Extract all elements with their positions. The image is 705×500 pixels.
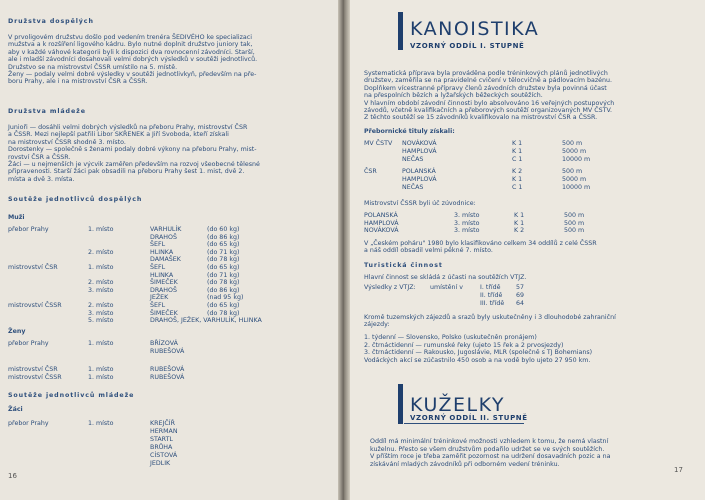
vtjz-class: II. třídě <box>480 292 503 299</box>
result-name: RUBEŠOVÁ <box>150 348 185 355</box>
result-weight: (do 78 kg) <box>207 279 240 287</box>
paragraph-line: zájezdy: <box>364 321 390 329</box>
paragraph-line: Doplňkem vícestranné přípravy členů závodních družstev byla povinná účast <box>364 84 607 92</box>
result-name: BŘÍZOVÁ <box>150 340 178 347</box>
vtjz-class: III. třídě <box>480 300 505 307</box>
result-name: RUBEŠOVÁ <box>150 374 185 381</box>
result-place: 3. místo <box>88 286 114 294</box>
title-name: POLANSKÁ <box>402 168 436 175</box>
title-distance: 500 m <box>562 140 583 147</box>
cssr-place: 3. místo <box>454 212 480 219</box>
result-name: HLINKA <box>150 271 174 279</box>
paragraph-line: Kromě tuzemských zájezdů a srazů byly uskutečněny i 3 dlouhodobé zahraniční <box>364 314 616 321</box>
paragraph-line: získávání mladých závodníků při odborném vedení tréninku. <box>370 460 560 468</box>
section-title: KUŽELKY <box>410 394 506 416</box>
result-name: BRŮHA <box>150 444 173 451</box>
cssr-distance: 500 m <box>564 212 585 219</box>
result-place: 2. místo <box>88 248 114 256</box>
title-boat: C 1 <box>512 184 523 191</box>
result-weight: (do 71 kg) <box>207 271 240 279</box>
subsection-heading: Turistická činnost <box>364 262 443 269</box>
title-distance: 10000 m <box>562 156 591 163</box>
cssr-name: POLANSKÁ <box>364 212 398 219</box>
cssr-boat: K 1 <box>514 212 525 219</box>
page-number: 16 <box>8 472 17 480</box>
result-name: VARHULÍK <box>150 226 182 233</box>
result-event: přebor Prahy <box>8 226 49 233</box>
result-name: ŠEFL <box>150 302 166 309</box>
result-name: DAMAŠEK <box>150 256 181 264</box>
title-distance: 10000 m <box>562 184 591 191</box>
paragraph-line: mužstva a k rozšíření ligového kádru. Bylo nutné doplnit družstvo juniory tak, <box>8 41 253 49</box>
result-place: 1. místo <box>88 340 114 347</box>
result-name: ŠIMEČEK <box>150 309 178 317</box>
paragraph-line: Oddíl má minimální tréninkové možnosti vzhledem k tomu, že nemá vlastní <box>370 438 609 445</box>
subsection-heading: Mistrovství ČSSR byli úč zúvodnice: <box>364 200 476 207</box>
result-event: přebor Prahy <box>8 420 49 427</box>
result-name: ŠEFL <box>150 241 166 249</box>
result-name: KREJČÍŘ <box>150 420 175 427</box>
result-weight: (nad 95 kg) <box>207 294 244 302</box>
paragraph-line: Dorostenky — společně s ženami podaly dobré výkony na přeboru Prahy, mist- <box>8 146 257 154</box>
vtjz-value: 64 <box>516 300 525 307</box>
result-place: 3. místo <box>88 309 114 317</box>
result-name: CÍSTOVÁ <box>150 452 178 459</box>
result-name: DRAHOŠ <box>150 286 177 294</box>
result-weight: (do 78 kg) <box>207 256 240 264</box>
result-place: 1. místo <box>88 374 114 381</box>
title-boat: K 2 <box>512 168 523 175</box>
vtjz-value: 69 <box>516 292 525 299</box>
title-org: ČSR <box>364 168 377 175</box>
result-weight: (do 86 kg) <box>207 233 240 241</box>
paragraph-line: závodů, včetně kvalifikačních a přeborových soutěží organizovaných MV ČSTV. <box>364 107 612 114</box>
result-weight: (do 65 kg) <box>207 264 240 271</box>
result-name: DRAHOŠ, JEŽEK, VARHULÍK, HLINKA <box>150 317 262 325</box>
title-boat: K 1 <box>512 140 523 147</box>
result-name: ŠEFL <box>150 264 166 271</box>
paragraph-line: Družstvo se na mistrovství ČSSR umístilo na 5. místě. <box>8 63 178 71</box>
result-name: HERMAN <box>150 428 178 435</box>
trip-line: 3. čtrnáctidenní — Rakousko, Jugoslávie, MLR (společně s TJ Bohemians) <box>364 349 593 357</box>
result-place: 1. místo <box>88 226 114 233</box>
result-event: mistrovství ČSSR <box>8 302 62 309</box>
paragraph-line: a ČSSR. Mezi nejlepší patřili Libor SKŘENEK a Jiří Svoboda, kteří získali <box>8 131 229 139</box>
result-name: STARTL <box>150 436 173 443</box>
result-weight: (do 78 kg) <box>207 309 240 317</box>
title-accent-bar <box>398 384 403 424</box>
right-page <box>348 0 705 500</box>
result-place: 2. místo <box>88 302 114 309</box>
cssr-place: 3. místo <box>454 227 480 235</box>
result-weight: (do 65 kg) <box>207 241 240 249</box>
paragraph-line: Žáci — u nejmenších je výcvik zaměřen především na rozvoj všeobecné tělesné <box>8 161 260 168</box>
paragraph-line: Ženy — podaly velmi dobré výsledky v soutěži jednotlivkyň, především na pře- <box>8 71 257 78</box>
title-underline <box>404 423 524 424</box>
left-page <box>0 0 340 500</box>
title-boat: K 1 <box>512 176 523 183</box>
result-event: mistrovství ČSR <box>8 366 58 373</box>
section-heading: Soutěže jednotlivců dospělých <box>8 196 143 203</box>
cssr-distance: 500 m <box>564 227 585 235</box>
section-heading: Družstva mládeže <box>8 108 86 115</box>
result-name: HLINKA <box>150 248 174 256</box>
title-boat: C 1 <box>512 156 523 163</box>
title-name: HAMPLOVÁ <box>402 176 437 183</box>
result-place: 2. místo <box>88 279 114 287</box>
title-accent-bar <box>398 12 403 50</box>
category-label: Muži <box>8 214 25 221</box>
cssr-distance: 500 m <box>564 219 585 227</box>
cssr-name: HAMPLOVÁ <box>364 219 399 227</box>
paragraph-line: V hlavním období závodní činnosti bylo absolvováno 16 veřejných postupových <box>364 99 615 107</box>
paragraph-line: ale i mladší závodníci dosahovali velmi dobrých výsledků v soutěži jednotlivců. <box>8 56 258 64</box>
page-number: 17 <box>674 466 683 474</box>
paragraph-line: rovství ČSR a ČSSR. <box>8 153 71 161</box>
result-event: mistrovství ČSSR <box>8 374 62 381</box>
paragraph-line: Junioři — dosáhli velmi dobrých výsledků na přeboru Prahy, mistrovství ČSR <box>8 124 248 131</box>
title-name: NEČAS <box>402 156 424 163</box>
result-place: 5. místo <box>88 317 114 325</box>
paragraph-line: Hlavní činnost se skládá z účasti na soutěžích VTJZ. <box>364 274 527 281</box>
result-name: RUBEŠOVÁ <box>150 366 185 373</box>
result-name: ŠIMEČEK <box>150 279 178 287</box>
result-name: JEDLIK <box>150 460 171 467</box>
paragraph-line: V „Českém poháru" 1980 bylo klasifikováno celkem 34 oddílů z celé ČSSR <box>364 240 597 247</box>
title-name: NOVÁKOVÁ <box>402 140 437 147</box>
book-gutter <box>338 0 350 500</box>
paragraph-line: Z těchto soutěží se 15 závodníků kvalifikovalo na mistrovství ČSR a ČSSR. <box>364 114 598 122</box>
trip-line: 2. čtrnáctidenní — rumunské řeky (ujeto 15 řek a 2 prvosjezdy) <box>364 341 564 349</box>
paragraph-line: na přespolních bězích a lyžařských běžeckých soutěžích. <box>364 92 543 100</box>
vtjz-sublabel: umístění v <box>430 284 463 291</box>
paragraph-line: V prvoligovém družstvu došlo pod vedením trenéra ŠEDIVÉHO ke specializaci <box>8 34 253 41</box>
vtjz-class: I. třídě <box>480 284 501 291</box>
result-event: mistrovství ČSR <box>8 264 58 271</box>
title-distance: 5000 m <box>562 148 587 155</box>
result-weight: (do 71 kg) <box>207 248 240 256</box>
paragraph-line: a náš oddíl obsadil velmi pěkné 7. místo. <box>364 247 493 255</box>
section-heading: Družstva dospělých <box>8 18 94 25</box>
vtjz-value: 57 <box>516 284 525 291</box>
title-distance: 5000 m <box>562 176 587 183</box>
title-boat: K 1 <box>512 148 523 155</box>
section-subtitle: VZORNÝ ODDÍL II. STUPNĚ <box>410 414 528 422</box>
result-place: 1. místo <box>88 420 114 427</box>
result-place: 1. místo <box>88 264 114 271</box>
cssr-name: NOVÁKOVÁ <box>364 227 399 235</box>
subsection-heading: Přebornické tituly získali: <box>364 128 455 135</box>
result-place: 1. místo <box>88 366 114 373</box>
cssr-boat: K 2 <box>514 227 525 235</box>
result-weight: (do 65 kg) <box>207 302 240 309</box>
paragraph-line: připravenosti. Starší žáci pak obsadili na přeboru Prahy šest 1. mist, dvě 2. <box>8 168 245 176</box>
cssr-place: 3. místo <box>454 219 480 227</box>
title-name: NEČAS <box>402 184 424 191</box>
paragraph-line: V příštím roce je třeba zaměřit pozornost na udržení dosavadních pozic a na <box>370 453 611 461</box>
title-org: MV ČSTV <box>364 140 393 147</box>
trip-line: 1. týdenní — Slovensko, Polsko (uskutečněn pronájem) <box>364 334 537 341</box>
trip-line: Vodáckých akcí se zúčastnilo 450 osob a na vodě bylo ujeto 27 950 km. <box>364 356 591 364</box>
section-title: KANOISTIKA <box>410 18 540 40</box>
paragraph-line: kuželnu. Přesto se všem družstvům podařilo udržet se ve svých soutěžích. <box>370 445 605 453</box>
result-name: DRAHOŠ <box>150 233 177 241</box>
result-weight: (do 86 kg) <box>207 286 240 294</box>
section-heading: Soutěže jednotlivců mládeže <box>8 392 135 399</box>
category-label: Ženy <box>8 328 26 335</box>
paragraph-line: na mistrovství ČSSR shodně 3. místo. <box>8 138 126 146</box>
title-distance: 500 m <box>562 168 583 175</box>
category-label: Žáci <box>8 406 23 413</box>
title-name: HAMPLOVÁ <box>402 148 437 155</box>
result-name: JEŽEK <box>150 294 169 302</box>
paragraph-line: družstev, zaměřila se na pravidelné cvičení v tělocvičně a pádlovacím bazénu. <box>364 77 612 85</box>
paragraph-line: Systematická příprava byla prováděna podle tréninkových plánů jednotlivých <box>364 70 608 77</box>
result-weight: (do 60 kg) <box>207 226 240 233</box>
paragraph-line: aby v každé váhové kategorii byli k dispozici dva rovnocenní závodníci. Starší, <box>8 48 255 56</box>
paragraph-line: místa a dvě 3. místa. <box>8 175 75 183</box>
section-subtitle: VZORNÝ ODDÍL I. STUPNĚ <box>410 42 525 50</box>
paragraph-line: boru Prahy, ale i na mistrovství ČSR a ČSSR. <box>8 78 148 86</box>
cssr-boat: K 1 <box>514 219 525 227</box>
vtjz-label: Výsledky z VTJZ: <box>364 284 416 291</box>
result-event: přebor Prahy <box>8 340 49 347</box>
